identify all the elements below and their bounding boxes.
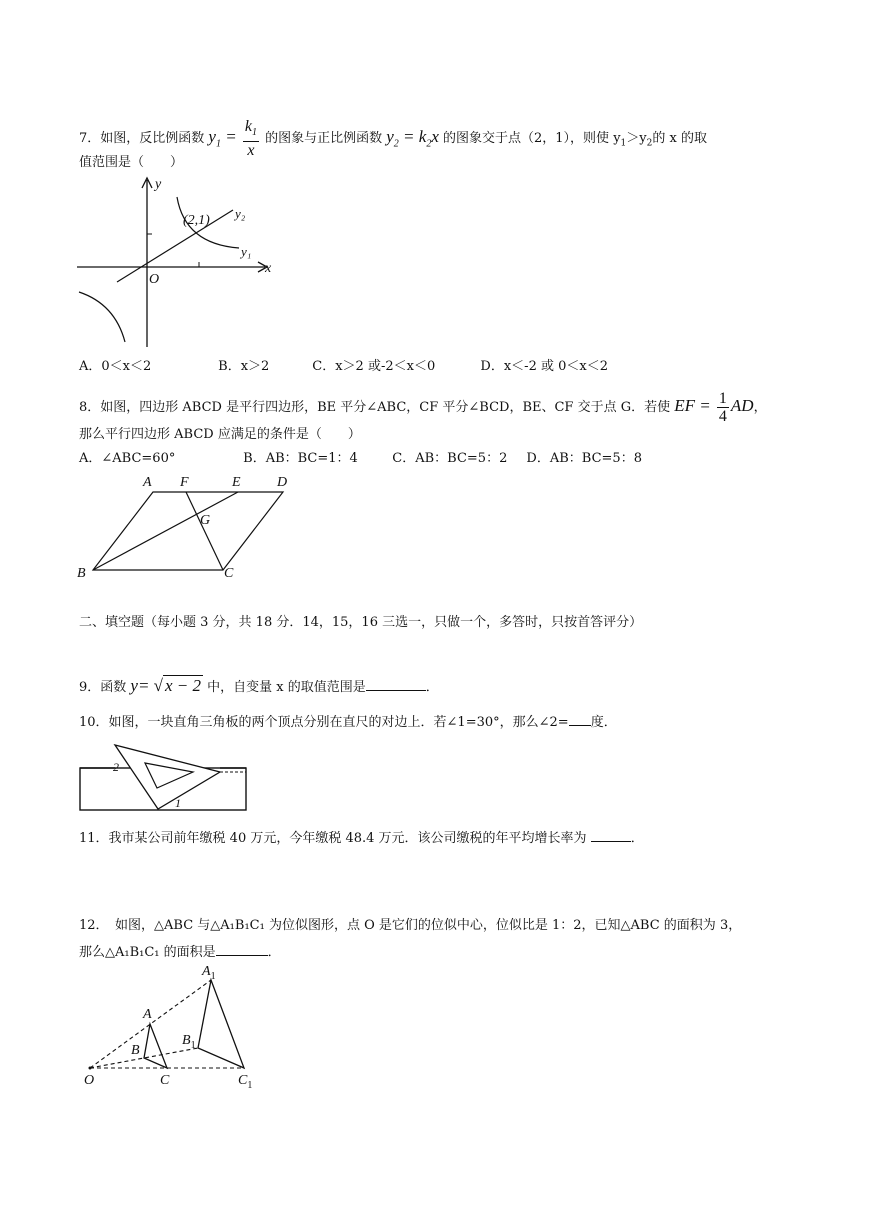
q8-option-b[interactable]: B．AB：BC=1：4 (243, 451, 358, 466)
q7-stem-line2: 值范围是（ ） (79, 155, 184, 170)
q12-stem-line1: 12． 如图，△ABC 与△A₁B₁C₁ 为位似图形，点 O 是它们的位似中心，位似比是 1：2，已知△ABC 的面积为 3， (79, 918, 742, 933)
q8-stem-line2: 那么平行四边形 ABCD 应满足的条件是（ ） (79, 427, 361, 442)
q8-label-g: G (200, 513, 211, 528)
q7-origin-label: O (149, 272, 160, 287)
q7-option-b[interactable]: B．x＞2 (218, 359, 270, 374)
q8-label-e: E (232, 475, 241, 490)
q10-angle-1-label: 1 (175, 796, 181, 810)
q10-ruler-triangle-figure (75, 743, 255, 815)
q8-option-a[interactable]: A．∠ABC=60° (79, 451, 176, 466)
q10-answer-blank[interactable] (569, 711, 591, 726)
q12-label-b1: $B_1$ (182, 1033, 196, 1051)
q8-segment-be (93, 492, 238, 570)
q7-y-label: y (155, 177, 162, 192)
q11-answer-blank[interactable] (591, 827, 631, 842)
q12-homothety-figure (78, 962, 278, 1092)
q12-label-o: O (84, 1073, 95, 1088)
q12-point-o (89, 1067, 92, 1070)
q8-label-b: B (77, 566, 86, 581)
section-2-heading: 二、填空题（每小题 3 分，共 18 分．14，15，16 三选一，只做一个，多答时，只按首答评分） (79, 615, 643, 630)
q7-option-d[interactable]: D．x＜-2 或 0＜x＜2 (480, 359, 608, 374)
q12-label-b: B (131, 1043, 140, 1058)
q10-angle-2-label: 2 (113, 760, 119, 774)
q8-parallelogram (93, 492, 283, 570)
q7-option-c[interactable]: C．x＞2 或-2＜x＜0 (312, 359, 436, 374)
q8-parallelogram-figure (75, 472, 305, 582)
q8-fraction: $\frac{1}{4}$ (718, 390, 727, 425)
q8-label-a: A (143, 475, 152, 490)
q9-answer-blank[interactable] (366, 676, 426, 691)
q12-answer-blank[interactable] (216, 941, 268, 956)
q8-label-d: D (277, 475, 288, 490)
q8-label-c: C (224, 566, 234, 581)
q8-stem-line1: 8．如图，四边形 ABCD 是平行四边形，BE 平分∠ABC，CF 平分∠BCD，BE、CF 交于点 G．若使 EF = $\frac{1}{4}$ AD， (79, 390, 767, 425)
q9-sqrt: √ x − 2 (153, 676, 201, 695)
q12-label-a1: $A_1$ (202, 964, 216, 982)
q8-option-c[interactable]: C．AB：BC=5：2 (392, 451, 508, 466)
q12-label-c1: $C_1$ (238, 1073, 253, 1091)
q11-stem: 11．我市某公司前年缴税 40 万元，今年缴税 48.4 万元．该公司缴税的年平均增长率为 ． (79, 827, 644, 849)
q7-x-label: x (265, 261, 272, 276)
q10-triangle-outer (115, 745, 220, 809)
q7-formula-y2: $y_2 = k_2x$ (386, 127, 439, 150)
q12-triangle-a1b1c1 (198, 980, 244, 1068)
q12-label-c: C (160, 1073, 170, 1088)
q8-options (79, 449, 642, 469)
q8-label-f: F (180, 475, 189, 490)
q12-label-a: A (143, 1007, 152, 1022)
q7-point-label: (2,1) (183, 213, 210, 228)
q7-fraction-k1-over-x: $\frac{k_1}{x}$ (244, 118, 257, 160)
q7-graph (75, 172, 275, 352)
q7-curve-label: y₁ (241, 244, 252, 259)
q7-stem-line1: 7．如图，反比例函数 $y_1$ = $\frac{k_1}{x}$ 的图象与正比例函数 $y_2 = k_2x$ 的图象交于点（2，1），则使 $y_1>y_2$的 x 的取 (79, 118, 707, 160)
q7-formula-y1: $y_1$ = (208, 127, 237, 150)
q7-line-y2 (117, 210, 233, 282)
q7-line-label: y₂ (235, 206, 246, 221)
q7-options (79, 357, 608, 377)
q8-option-d[interactable]: D．AB：BC=5：8 (526, 451, 642, 466)
q9-stem: 9．函数 y= √ x − 2 中，自变量 x 的取值范围是 ． (79, 676, 439, 695)
q12-stem-line2: 那么△A₁B₁C₁ 的面积是 ． (79, 941, 281, 963)
q12-triangle-abc (144, 1024, 167, 1068)
q10-stem: 10．如图，一块直角三角板的两个顶点分别在直尺的对边上．若∠1=30°，那么∠2= 度． (79, 711, 617, 733)
q7-curve-y1-lower (79, 292, 125, 342)
q7-option-a[interactable]: A．0＜x＜2 (79, 359, 152, 374)
